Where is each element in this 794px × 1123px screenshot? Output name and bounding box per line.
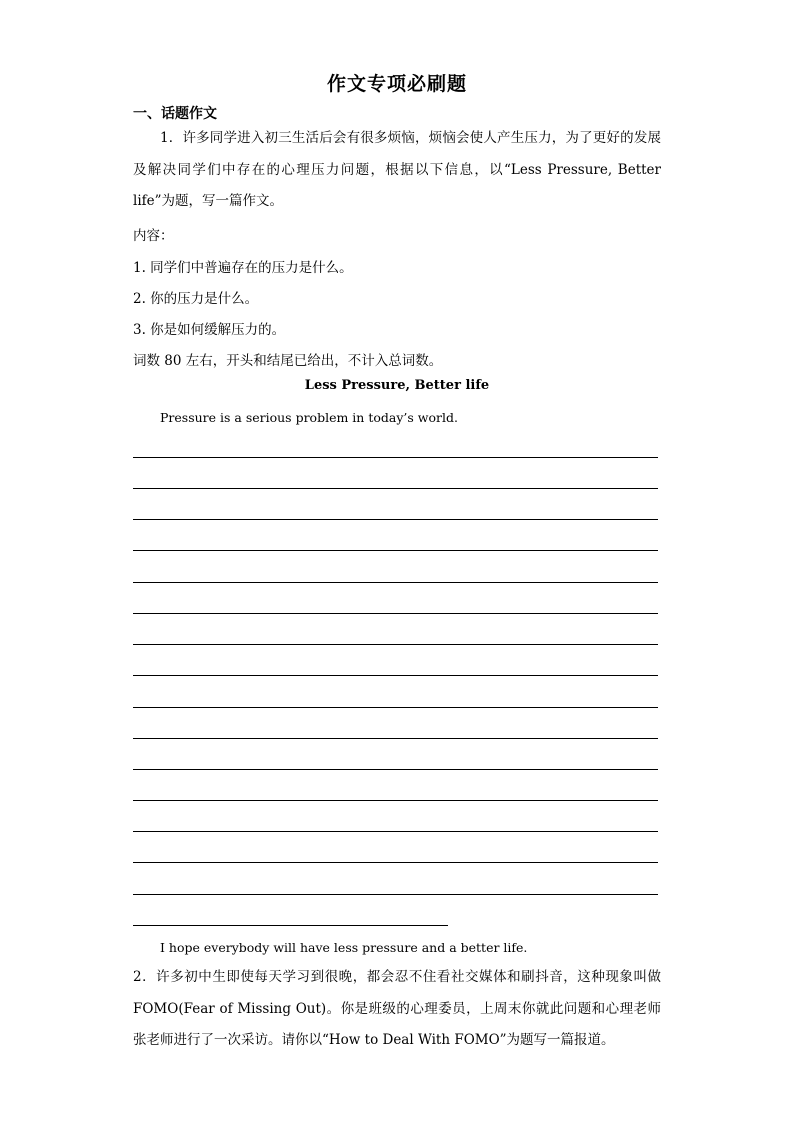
opening-sentence: Pressure is a serious problem in today’s world. [160, 410, 458, 425]
writing-line[interactable] [133, 519, 658, 520]
writing-line[interactable] [133, 613, 658, 614]
writing-line[interactable] [133, 457, 658, 458]
writing-line[interactable] [133, 488, 658, 489]
writing-line[interactable] [133, 738, 658, 739]
section-heading: 一、话题作文 [133, 106, 217, 122]
writing-line[interactable] [133, 550, 658, 551]
writing-line-short[interactable] [133, 925, 448, 926]
content-label: 内容： [133, 228, 174, 244]
content-item-3: 3. 你是如何缓解压力的。 [133, 322, 286, 338]
writing-line[interactable] [133, 831, 658, 832]
writing-line[interactable] [133, 894, 658, 895]
writing-line[interactable] [133, 862, 658, 863]
writing-line[interactable] [133, 707, 658, 708]
question-2-prompt: 2．许多初中生即使每天学习到很晚，都会忍不住看社交媒体和刷抖音，这种现象叫做FOMO(Fear of Missing Out)。你是班级的心理委员，上周末你就此问题和心理老师张老师进行了一次采访。请你以“How to Deal With FOMO”为题写一篇报道。 [133, 969, 661, 1048]
writing-line[interactable] [133, 675, 658, 676]
essay-title: Less Pressure, Better life [304, 378, 490, 393]
content-item-1: 1. 同学们中普遍存在的压力是什么。 [133, 260, 353, 276]
closing-sentence: I hope everybody will have less pressure and a better life. [160, 940, 528, 955]
writing-line[interactable] [133, 769, 658, 770]
writing-line[interactable] [133, 582, 658, 583]
word-requirement: 词数 80 左右，开头和结尾已给出，不计入总词数。 [133, 353, 443, 369]
writing-line[interactable] [133, 644, 658, 645]
question-1-prompt: 1．许多同学进入初三生活后会有很多烦恼，烦恼会使人产生压力，为了更好的发展及解决同学们中存在的心理压力问题，根据以下信息，以“Less Pressure, Better life”为题，写一篇作文。 [133, 130, 661, 209]
content-item-2: 2. 你的压力是什么。 [133, 291, 259, 307]
page-title: 作文专项必刷题 [326, 73, 467, 95]
writing-line[interactable] [133, 800, 658, 801]
